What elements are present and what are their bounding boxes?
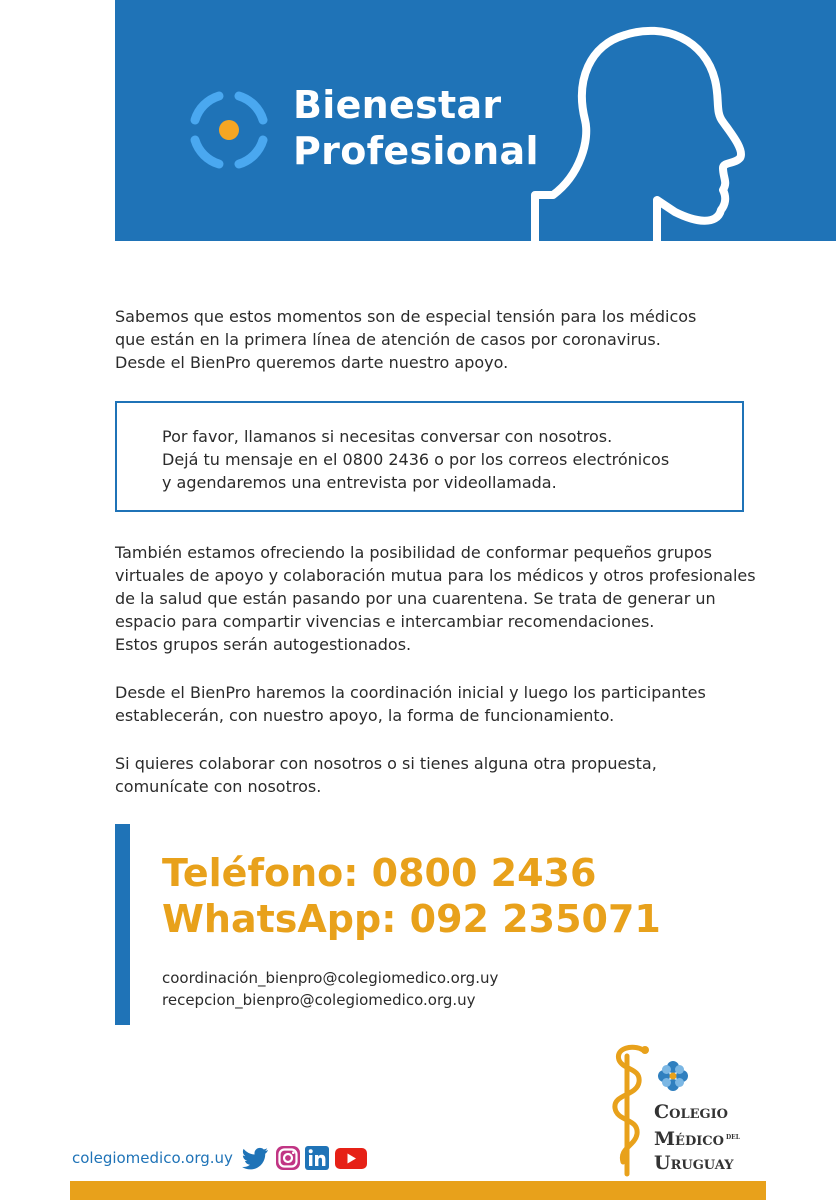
collaborate-paragraph: Si quieres colaborar con nosotros o si tienes alguna otra propuesta, comunícate con nosotros. bbox=[115, 754, 657, 796]
wordmark-line-1: Colegio bbox=[654, 1101, 729, 1123]
header-banner bbox=[115, 0, 836, 241]
wordmark-line-3: Uruguay bbox=[654, 1152, 734, 1174]
contact-accent-bar bbox=[115, 824, 130, 1025]
whatsapp-number[interactable]: WhatsApp: 092 235071 bbox=[162, 897, 661, 941]
coordination-paragraph: Desde el BienPro haremos la coordinación inicial y luego los participantes establecerán, con nuestro apoyo, la forma de funcionamiento. bbox=[115, 683, 706, 725]
email-reception-link[interactable]: recepcion_bienpro@colegiomedico.org.uy bbox=[162, 991, 476, 1009]
page-title bbox=[293, 82, 539, 174]
twitter-icon[interactable] bbox=[242, 1144, 270, 1172]
email-coordination-link[interactable]: coordinación_bienpro@colegiomedico.org.uy bbox=[162, 969, 499, 987]
intro-paragraph: Sabemos que estos momentos son de especial tensión para los médicos que están en la primera línea de atención de casos por coronavirus. Desde el BienPro queremos darte nuestro apoyo. bbox=[115, 307, 697, 372]
title-line-1: Bienestar bbox=[293, 83, 502, 127]
head-silhouette-icon bbox=[515, 0, 836, 241]
title-line-2: Profesional bbox=[293, 129, 539, 173]
groups-paragraph: También estamos ofreciendo la posibilidad de conformar pequeños grupos virtuales de apoyo y colaboración mutua para los médicos y otros profesionales de la salud que están pasando por una cuarentena. Se trata de generar un espacio para compartir vivencias e intercambiar recomendaciones. Estos grupos serán autogestionados. bbox=[115, 543, 756, 654]
callout-text: Por favor, llamanos si necesitas conversar con nosotros. Dejá tu mensaje en el 0800 2436 o por los correos electrónicos y agendaremos una entrevista por videollamada. bbox=[162, 427, 670, 492]
bienestar-logo-icon bbox=[185, 86, 273, 174]
linkedin-icon[interactable] bbox=[304, 1144, 332, 1172]
website-link[interactable]: colegiomedico.org.uy bbox=[72, 1149, 233, 1167]
wordmark-medico: Médico bbox=[654, 1128, 724, 1150]
colegio-medico-wordmark bbox=[654, 1100, 740, 1175]
wordmark-line-2 bbox=[654, 1124, 740, 1151]
callout-box bbox=[115, 401, 744, 512]
wordmark-del: del bbox=[725, 1131, 740, 1141]
footer-accent-bar bbox=[70, 1181, 766, 1200]
youtube-icon[interactable] bbox=[334, 1144, 368, 1172]
phone-number[interactable]: Teléfono: 0800 2436 bbox=[162, 851, 597, 895]
instagram-icon[interactable] bbox=[274, 1144, 302, 1172]
